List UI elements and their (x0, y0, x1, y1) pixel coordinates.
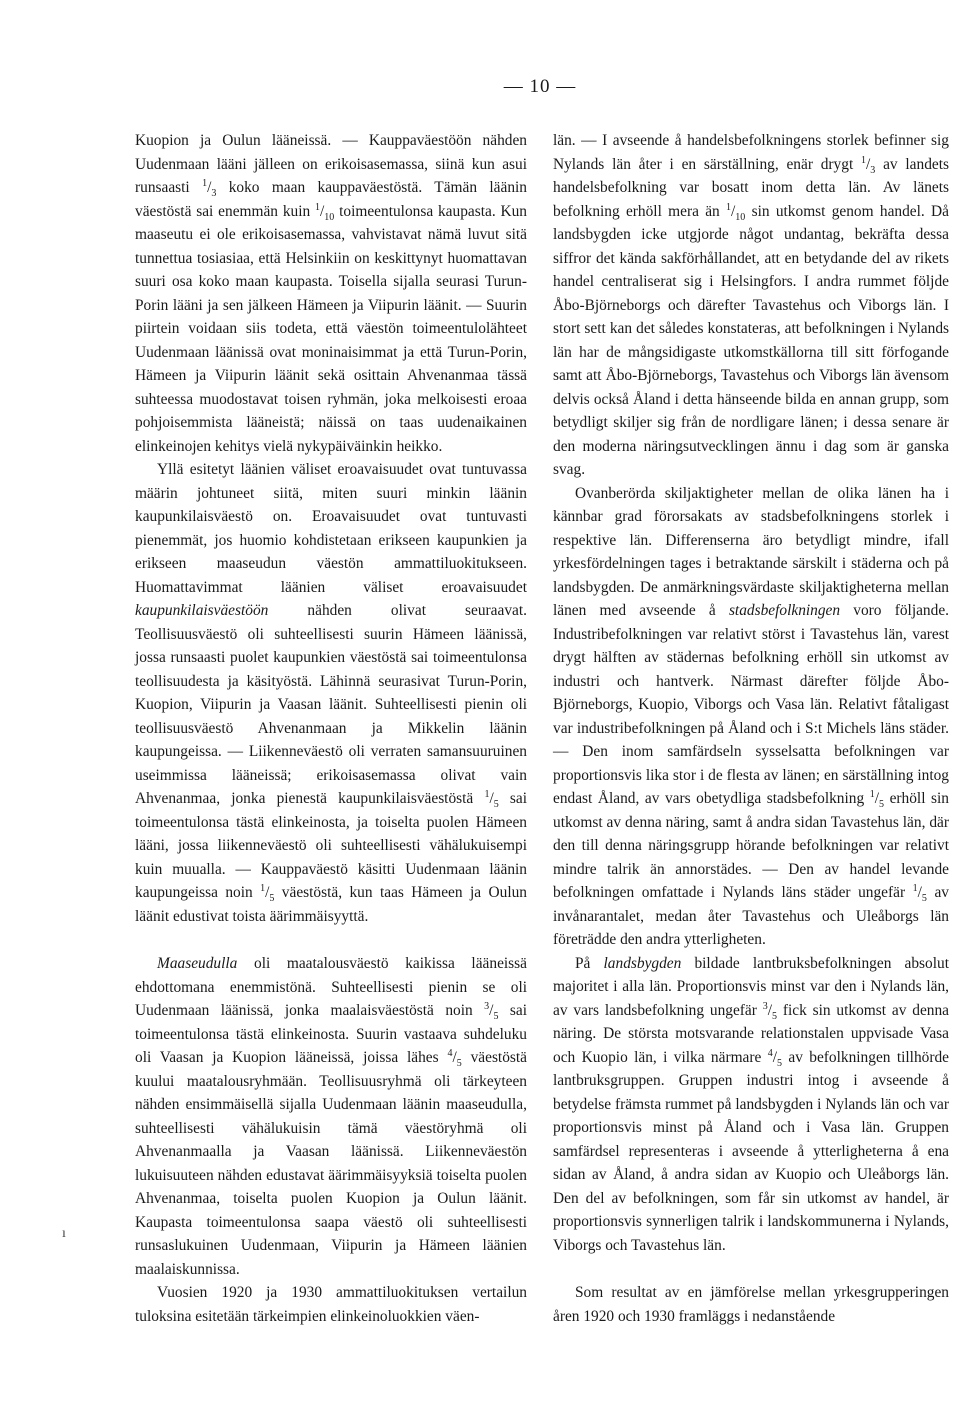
fraction-numerator: 1 (202, 177, 208, 189)
text-run: Yllä esitetyt läänien väliset eroavaisuudet ovat tuntuvassa määrin johtuneet siitä, miten suuri minkin läänin kaupunkilaisväestö on. Eroavaisuudet ovat tuntuvasti pienemmät, jos huomio kohdistetaan erikseen kaupunkien ja erikseen maaseudun väestön ammattiluokitukseen. Huomattavimmat läänien väliset eroavaisuudet (135, 461, 527, 596)
paragraph: Maaseudulla oli maatalousväestö kaikissa lääneissä ehdottomana enemmistönä. Suhteellisesti pienin se oli Uudenmaan läänissä, jonka maalaisväestöstä noin $^3/_5$ sai toimeentulonsa tästä elinkeinosta. Suurin vastaava suhdeluku oli Vaasan ja Kuopion lääneissä, joissa lähes $^4/_5$ väestöstä kuului maatalousryhmään. Teollisuusryhmä oli tärkeyteen nähden ensimmäisellä sijalla Uudenmaan läänin maaseudulla, suhteellisesti vähälukuisin tämä väestöryhmä oli Ahvenanmaalla ja Vaasan läänissä. Liikenneväestön lukuisuuteen nähden edustavat äärimmäisyyksiä toiselta puolen Ahvenanmaa, toiselta puolen Kuopion ja Oulun läänit. Kaupasta toimeentulonsa saapa väestö oli suhteellisesti runsaslukuinen Uudenmaan, Viipurin ja Hämeen läänien maalaiskunnissa. (135, 955, 528, 1278)
fraction-denominator: 10 (735, 211, 746, 223)
fraction-numerator: 1 (726, 201, 732, 213)
text-run: av befolkningen tillhörde lantbruksgruppen. Gruppen industri intog i avseende å betydelse främsta rummet på landsbygden i Nylands län och var proportionsvis minst på Åland och i Vasa län. Gruppen samfärdsel representeras i avseende å ytterligheterna å ena sidan av Åland, å andra sidan av Kuopio och Uleåborgs län. Den del av befolkningen, som får sin utkomst av handel, är proportionsvis synnerligen talrik i landskommunerna i Nylands, Viborgs och Tavastehus län. (553, 1048, 949, 1254)
fraction-denominator: 5 (269, 893, 275, 905)
emphasis: landsbygden (603, 954, 682, 972)
fraction-numerator: 1 (912, 882, 918, 894)
text-run: voro följande. Industribefolkningen var relativt störst i Tavastehus län, varest drygt hälften av städernas befolkning erhöll sin utkomst av industri och hantverk. Närmast därefter följde Åbo-Björneborgs, Kuopio, Viborgs och Vasa län. Relativt fåtaligast var industribefolkningen på Åland och i S:t Michels läns städer. — Den inom samfärdseln sysselsatta befolkningen var proportionsvis lika stor i de flesta av länen; en särställning intog endast Åland, av vars obetydliga stadsbefolkning (553, 602, 949, 807)
fraction-denominator: 5 (493, 1011, 499, 1023)
fraction-denominator: 3 (870, 164, 876, 176)
page-number: — 10 — (503, 76, 577, 97)
fraction-numerator: 1 (861, 154, 867, 166)
text-run: fick sin utkomst av denna näring. De största motsvarande relationstalen uppvisade Vasa och Kuopio län, i vilka närmare (553, 1001, 949, 1066)
fraction-denominator: 5 (879, 799, 885, 811)
text-run: bildade lantbruksbefolkningen absolut majoritet i alla län. Proportionsvis minst var den i Nylands län, av vars landsbefolkning ungefär (553, 954, 949, 1019)
fraction-numerator: 3 (762, 1000, 768, 1012)
text-run: Ovanberörda skiljaktigheter mellan de olika länen ha i kännbar grad förorsakats av stadsbefolkningens storlek i respektive län. Differenserna äro betydligt mindre, ifall yrkesfördelningen tages i betraktande särskilt i städerna och på landsbygden. De anmärkningsvärdaste skiljaktigheterna mellan länen med avseende å (553, 484, 949, 619)
fraction-denominator: 5 (777, 1057, 782, 1069)
text-run: nähden olivat seuraavat. Teollisuusväestö oli suhteellisesti suurin Hämeen läänissä, jossa runsaasti puolet kaupunkien väestöstä sai toimeentulonsa teollisuudesta ja käsityöstä. Lähinnä seurasivat Turun-Porin, Kuopion, Viipurin ja Vaasan läänit. Suhteellisesti pienin oli teollisuusväestö Ahvenanmaan ja Mikkelin läänin kaupungeissa. — Liikenneväestö oli verraten samansuuruinen useimmissa lääneissä; erikoisasemassa olivat vain Ahvenanmaa, jonka pienestä kaupunkilaisväestöstä (135, 602, 527, 807)
emphasis: Maaseudulla (157, 955, 238, 972)
text-run: väestöstä, kun taas Hämeen ja Oulun läänit edustivat toista äärimmäisyyttä. (135, 884, 527, 925)
left-column-finnish (135, 129, 527, 1328)
text-run: oli maatalousväestö kaikissa lääneissä ehdottomana enemmistönä. Suhteellisesti pienin se oli Uudenmaan läänissä, jonka maalaisväestöstä noin (135, 955, 527, 1019)
text-run: sai toimeentulonsa tästä elinkeinosta, ja toiselta puolen Hämeen lääni, jossa liikenneväestö oli suhteellisesti vähälukuisempi kuin muualla. — Kauppaväestö käsitti Uudenmaan läänin kaupungeissa noin (135, 790, 527, 901)
paragraph: Som resultat av en jämförelse mellan yrkesgrupperingen åren 1920 och 1930 framläggs i nedanstående (553, 1284, 949, 1325)
paragraph: Kuopion ja Oulun lääneissä. — Kauppaväestöön nähden Uudenmaan lääni jälleen on erikoisasemassa, siinä kun asui runsaasti $^1/_3$ koko maan kauppaväestöstä. Tämän läänin väestöstä sai enemmän kuin $^1/_{10}$ toimeentulonsa kaupasta. Kun maaseutu ei ole erikoisasemassa, vahvistavat nämä luvut sitä tunnettua tosiasiaa, että Helsinkiin on keskittynyt huomattavan suuri osa koko maan kaupasta. Toisella sijalla seurasi Turun-Porin lääni ja sen jälkeen Hämeen ja Viipurin läänit. — Suurin piirtein voidaan siis todeta, että väestön toimeentulolähteet Uudenmaan läänissä ovat moninaisimmat ja että Turun-Porin, Hämeen ja Viipurin läänit sekä osittain Ahvenanmaa tässä suhteessa muodostavat toisen ryhmän, joka melkoisesti eroaa pohjoisemmista lääneistä; näissä on taas uudenaikainen elinkeinojen kehitys vielä nykypäiväinkin heikko. (135, 132, 528, 455)
paragraph: På landsbygden bildade lantbruksbefolkningen absolut majoritet i alla län. Proportionsvis minst var den i Nylands län, av vars landsbefolkning ungefär $^3/_5$ fick sin utkomst av denna näring. De största motsvarande relationstalen uppvisade Vasa och Kuopio län, i vilka närmare $^4/_5$ av befolkningen tillhörde lantbruksgruppen. Gruppen industri intog i avseende å betydelse främsta rummet på landsbygden i Nylands län och var proportionsvis minst på Åland och i Vasa län. Gruppen samfärdsel representeras i avseende å ytterligheterna å ena sidan av Åland, å andra sidan av Kuopio och Uleåborgs län. Den del av befolkningen, som får sin utkomst av handel, är proportionsvis synnerligen talrik i landskommunerna i Nylands, Viborgs och Tavastehus län. (553, 954, 949, 1254)
text-run: Kuopion ja Oulun lääneissä. — Kauppaväestöön nähden Uudenmaan lääni jälleen on erikoisasemassa, siinä kun asui runsaasti (135, 132, 527, 196)
text-run: sai toimeentulonsa tästä elinkeinosta. Suurin vastaava suhdeluku oli Vaasan ja Kuopion lääneissä, joissa lähes (135, 1002, 527, 1066)
fraction-numerator: 1 (315, 201, 321, 213)
paragraph: län. — I avseende å handelsbefolkningens storlek befinner sig Nylands län åter i en särställning, enär drygt $^1/_3$ av landets handelsbefolkning var bosatt inom detta län. Av länets befolkning erhöll mera än $^1/_{10}$ sin utkomst genom handel. Då landsbygden icke utgjorde något undantag, bekräfta dessa siffror det kända sakförhållandet, att en betydande del av rikets handel centraliserat sig i Helsingfors. I andra rummet följde Åbo-Björneborgs och därefter Tavastehus och Viborgs län. I stort sett kan det således konstateras, att befolkningen i Nylands län har de mångsidigaste utkomstkällorna till sitt förfogande samt att Åbo-Björneborgs, Tavastehus och Viborgs län ävensom delvis också Åland i detta hänseende bilda en annan grupp, som betydligt skiljer sig från de nordligare länen; i dessa senare är den moderna näringsutvecklingen ännu i dag som är ganska svag. (553, 132, 949, 478)
text-run: sin utkomst genom handel. Då landsbygden icke utgjorde något undantag, bekräfta dessa siffror det kända sakförhållandet, att en betydande del av rikets handel centraliserat sig i Helsingfors. I andra rummet följde Åbo-Björneborgs och därefter Tavastehus och Viborgs län. I stort sett kan det således konstateras, att befolkningen i Nylands län har de mångsidigaste utkomstkällorna till sitt förfogande samt att Åbo-Björneborgs, Tavastehus och Viborgs län ävensom delvis också Åland i detta hänseende bilda en annan grupp, som betydligt skiljer sig från de nordligare länen; i dessa senare är den moderna näringsutvecklingen ännu i dag som är ganska svag. (553, 202, 949, 478)
fraction-denominator: 5 (772, 1010, 777, 1022)
fraction-denominator: 5 (456, 1058, 462, 1070)
text-run: av landets handelsbefolkning var bosatt inom detta län. Av länets befolkning erhöll mera än (553, 155, 949, 220)
text-run: koko maan kauppaväestöstä. Tämän läänin väestöstä sai enemmän kuin (135, 179, 527, 220)
emphasis: kaupunkilaisväestöön (135, 602, 269, 619)
fraction-numerator: 1 (869, 788, 875, 800)
fraction-numerator: 4 (767, 1047, 773, 1059)
text-run: toimeentulonsa kaupasta. Kun maaseutu ei ole erikoisasemassa, vahvistavat nämä luvut sitä tunnettua tosiasiaa, että Helsinkiin on keskittynyt huomattavan suuri osa koko maan kaupasta. Toisella sijalla seurasi Turun-Porin lääni ja sen jälkeen Hämeen ja Viipurin läänit. — Suurin piirtein voidaan siis todeta, että väestön toimeentulolähteet Uudenmaan läänissä ovat moninaisimmat ja että Turun-Porin, Hämeen ja Viipurin läänit sekä osittain Ahvenanmaa tässä suhteessa muodostavat toisen ryhmän, joka melkoisesti eroaa pohjoisemmista lääneistä; näissä on taas uudenaikainen elinkeinojen kehitys vielä nykypäiväinkin heikko. (135, 202, 528, 455)
text-run: På (575, 954, 604, 972)
paragraph: Vuosien 1920 ja 1930 ammattiluokituksen vertailun tuloksina esitetään tärkeimpien elinkeinoluokkien väen- (135, 1284, 527, 1325)
text-run: av invånarantalet, medan åter Tavastehus och Uleåborgs län företrädde den andra ytterligheten. (553, 884, 949, 948)
fraction-numerator: 4 (447, 1047, 453, 1059)
paragraph: Ovanberörda skiljaktigheter mellan de olika länen ha i kännbar grad förorsakats av stadsbefolkningens storlek i respektive län. Differenserna äro betydligt mindre, ifall yrkesfördelningen tages i betraktande särskilt i städerna och på landsbygden. De anmärkningsvärdaste skiljaktigheterna mellan länen med avseende å stadsbefolkningen voro följande. Industribefolkningen var relativt störst i Tavastehus län, varest drygt hälften av städernas befolkning erhöll sin utkomst av industri och hantverk. Närmast därefter följde Åbo-Björneborgs, Kuopio, Viborgs och Vasa län. Relativt fåtaligast var industribefolkningen på Åland och i S:t Michels läns städer. — Den inom samfärdseln sysselsatta befolkningen var proportionsvis lika stor i de flesta av länen; en särställning intog endast Åland, av vars obetydliga stadsbefolkning $^1/_5$ erhöll sin utkomst av denna näring, samt å andra sidan Tavastehus län, där den till denna näringsgrupp hörande befolkningen var relativt mindre talrik än annorstädes. — Den av handel levande befolkningen omfattade i Nylands läns städer ungefär $^1/_5$ av invånarantalet, medan åter Tavastehus och Uleåborgs län företrädde den andra ytterligheten. (553, 484, 949, 948)
fraction-denominator: 5 (493, 799, 499, 811)
margin-mark: ı (62, 1226, 66, 1241)
fraction-numerator: 3 (484, 1000, 490, 1012)
emphasis: stadsbefolkningen (728, 602, 841, 619)
paragraph: Yllä esitetyt läänien väliset eroavaisuudet ovat tuntuvassa määrin johtuneet siitä, miten suuri minkin läänin kaupunkilaisväestö on. Eroavaisuudet ovat tuntuvasti pienemmät, jos huomio kohdistetaan erikseen kaupunkien ja erikseen maaseudun väestön ammattiluokitukseen. Huomattavimmat läänien väliset eroavaisuudet kaupunkilaisväestöön nähden olivat seuraavat. Teollisuusväestö oli suhteellisesti suurin Hämeen läänissä, jossa runsaasti puolet kaupunkien väestöstä sai toimeentulonsa teollisuudesta ja käsityöstä. Lähinnä seurasivat Turun-Porin, Kuopion, Viipurin ja Vaasan läänit. Suhteellisesti pienin oli teollisuusväestö Ahvenanmaan ja Mikkelin läänin kaupungeissa. — Liikenneväestö oli verraten samansuuruinen useimmissa lääneissä; erikoisasemassa olivat vain Ahvenanmaa, jonka pienestä kaupunkilaisväestöstä $^1/_5$ sai toimeentulonsa tästä elinkeinosta, ja toiselta puolen Hämeen lääni, jossa liikenneväestö oli suhteellisesti vähälukuisempi kuin muualla. — Kauppaväestö käsitti Uudenmaan läänin kaupungeissa noin $^1/_5$ väestöstä, kun taas Hämeen ja Oulun läänit edustivat toista äärimmäisyyttä. (135, 461, 527, 925)
text-run: län. — I avseende å handelsbefolkningens storlek befinner sig Nylands län åter i en särställning, enär drygt (553, 132, 949, 173)
fraction-denominator: 5 (921, 893, 927, 905)
right-column-swedish (553, 129, 949, 1328)
text-run: erhöll sin utkomst av denna näring, samt å andra sidan Tavastehus län, där den till denna näringsgrupp hörande befolkningen var relativt mindre talrik än annorstädes. — Den av handel levande befolkningen omfattade i Nylands läns städer ungefär (553, 790, 949, 901)
fraction-denominator: 3 (211, 188, 217, 200)
text-run: väestöstä kuului maatalousryhmään. Teollisuusryhmä oli tärkeyteen nähden ensimmäisellä sijalla Uudenmaan läänin maaseudulla, suhteellisesti vähälukuisin tämä väestöryhmä oli Ahvenanmaalla ja Vaasan läänissä. Liikenneväestön lukuisuuteen nähden edustavat äärimmäisyyksiä toiselta puolen Ahvenanmaa, toiselta puolen Kuopion ja Oulun läänit. Kaupasta toimeentulonsa saapa väestö oli suhteellisesti runsaslukuinen Uudenmaan, Viipurin ja Hämeen läänien maalaiskunnissa. (135, 1049, 528, 1278)
fraction-numerator: 1 (484, 788, 490, 800)
fraction-numerator: 1 (260, 882, 266, 894)
fraction-denominator: 10 (324, 211, 335, 223)
